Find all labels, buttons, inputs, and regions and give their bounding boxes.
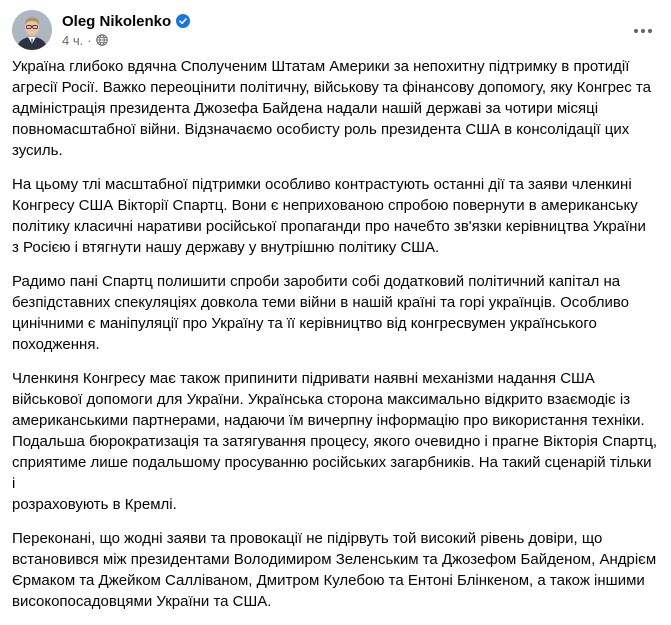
author-name[interactable]: Oleg Nikolenko <box>62 12 172 30</box>
verified-badge-icon <box>176 14 190 28</box>
post-paragraph: Переконані, що жодні заяви та провокації не підірвуть той високий рівень довіри, що встановився між президентами Володимиром Зеленським та Джозефом Байденом, Андрієм Єрмаком та Джейком Салліваном, Дмитром Кулебою та Ентоні Блінкеном, а також іншими високопосадовцями України та США. <box>12 530 657 610</box>
post-paragraph: Україна глибоко вдячна Сполученим Штатам Америки за непохитну підтримку в протидії агресії Росії. Важко переоцінити політичну, військову та фінансову допомогу, яку Конгрес та адміністрація президента Джозефа Байдена надали нашій державі за чотири місяці повномасштабної війни. Відзначаємо особисту роль президента США в консолідації цих зусиль. <box>12 58 651 159</box>
post-timestamp[interactable]: 4 ч. <box>62 32 84 48</box>
post-meta <box>62 32 108 48</box>
post-paragraph: Радимо пані Спартц полишити спроби заробити собі додатковий політичний капітал на безпідставних спекуляціях довкола теми війни в нашій країні та горі українців. Особливо цинічними є маніпуляції про Україну та її керівництво від конгресвумен українського походження. <box>12 273 630 353</box>
more-options-button[interactable] <box>629 16 657 44</box>
avatar-portrait <box>12 10 52 50</box>
more-options-icon <box>633 21 653 39</box>
post-paragraph: На цьому тлі масштабної підтримки особливо контрастують останні дії та заяви членкині Конгресу США Вікторії Спартц. Вони є неприхованою спробою повернути в американську політику класичні наративи російської пропаганди про начебто зв'язки керівництва України з Росією і втягнути нашу державу у внутрішню політику США. <box>12 176 646 256</box>
post-paragraph: Членкиня Конгресу має також припинити підривати наявні механізми надання США військової допомоги для України. Українська сторона максимально відкрито взаємодіє із американськими партнерами, надаючи їм вичерпну інформацію про використання техніки. Подальша бюрократизація та затягування процесу, якого очевидно і прагне Вікторія Спартц, сприятиме лише подальшому просуванню російських загарбників. На такий сценарій тільки і розраховують в Кремлі. <box>12 370 658 513</box>
meta-separator: · <box>87 32 92 48</box>
author-line <box>62 12 190 30</box>
post-text <box>12 56 658 625</box>
post-header <box>12 10 659 50</box>
avatar[interactable] <box>12 10 52 50</box>
globe-icon[interactable] <box>96 34 108 46</box>
